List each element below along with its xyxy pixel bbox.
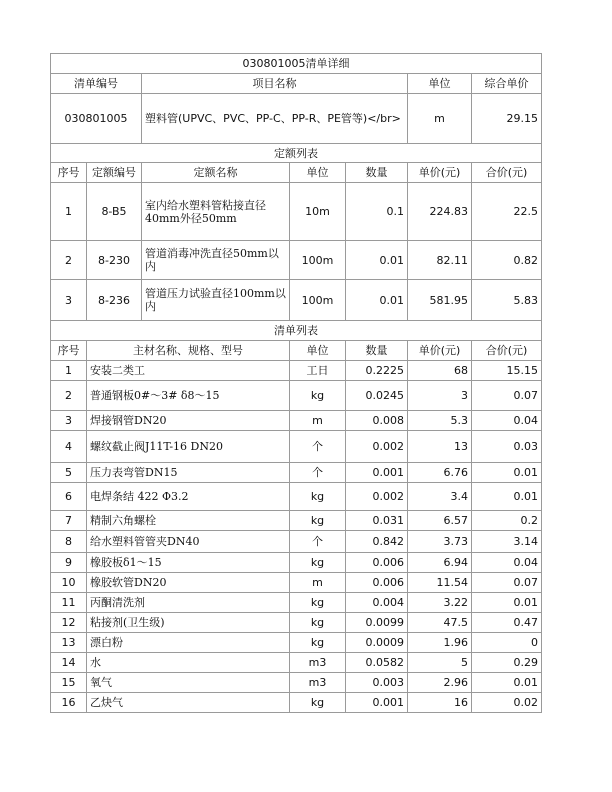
material-name: 电焊条结 422 Φ3.2 <box>87 483 290 511</box>
material-no: 10 <box>51 573 87 593</box>
table-row <box>51 241 542 280</box>
quota-total: 5.83 <box>472 280 542 321</box>
material-qty: 0.001 <box>346 693 408 713</box>
material-no: 6 <box>51 483 87 511</box>
material-unit: kg <box>290 381 346 411</box>
material-no: 1 <box>51 361 87 381</box>
material-no: 8 <box>51 531 87 553</box>
material-qty: 0.0009 <box>346 633 408 653</box>
material-name: 漂白粉 <box>87 633 290 653</box>
material-total: 0.07 <box>472 381 542 411</box>
material-price-header: 单价(元) <box>408 341 472 361</box>
material-name: 氧气 <box>87 673 290 693</box>
table-row <box>51 463 542 483</box>
material-total: 0.02 <box>472 693 542 713</box>
table-row <box>51 381 542 411</box>
quota-unit: 10m <box>290 183 346 241</box>
material-name: 安装二类工 <box>87 361 290 381</box>
material-qty: 0.2225 <box>346 361 408 381</box>
table-row <box>51 411 542 431</box>
material-no: 12 <box>51 613 87 633</box>
material-no: 3 <box>51 411 87 431</box>
quota-unit: 100m <box>290 241 346 280</box>
material-total: 0.29 <box>472 653 542 673</box>
material-price: 3 <box>408 381 472 411</box>
quota-code: 8-236 <box>87 280 142 321</box>
bill-code: 030801005 <box>51 94 142 144</box>
table-row <box>51 511 542 531</box>
material-unit-header: 单位 <box>290 341 346 361</box>
table-row <box>51 693 542 713</box>
quota-name-header: 定额名称 <box>142 163 290 183</box>
quota-no: 3 <box>51 280 87 321</box>
material-price: 68 <box>408 361 472 381</box>
material-qty: 0.004 <box>346 593 408 613</box>
table-row <box>51 553 542 573</box>
material-unit: kg <box>290 693 346 713</box>
quota-qty: 0.01 <box>346 280 408 321</box>
material-total: 15.15 <box>472 361 542 381</box>
quota-price: 581.95 <box>408 280 472 321</box>
table-row <box>51 483 542 511</box>
material-name: 丙酮清洗剂 <box>87 593 290 613</box>
material-name: 粘接剂(卫生级) <box>87 613 290 633</box>
quota-no: 1 <box>51 183 87 241</box>
material-no: 4 <box>51 431 87 463</box>
material-unit: m3 <box>290 673 346 693</box>
material-price: 3.22 <box>408 593 472 613</box>
table-row <box>51 531 542 553</box>
quota-total: 22.5 <box>472 183 542 241</box>
material-qty-header: 数量 <box>346 341 408 361</box>
material-name: 压力表弯管DN15 <box>87 463 290 483</box>
material-total: 0.2 <box>472 511 542 531</box>
material-total: 3.14 <box>472 531 542 553</box>
material-qty: 0.0099 <box>346 613 408 633</box>
material-total: 0.04 <box>472 411 542 431</box>
material-qty: 0.006 <box>346 573 408 593</box>
material-name: 橡胶板δ1～15 <box>87 553 290 573</box>
material-unit: 个 <box>290 531 346 553</box>
table-row <box>51 593 542 613</box>
bill-name: 塑料管(UPVC、PVC、PP-C、PP-R、PE管等)</br> <box>142 94 408 144</box>
material-no: 11 <box>51 593 87 613</box>
material-section-title: 清单列表 <box>51 321 542 341</box>
bill-price: 29.15 <box>472 94 542 144</box>
quota-unit: 100m <box>290 280 346 321</box>
material-unit: kg <box>290 553 346 573</box>
table-row <box>51 673 542 693</box>
quota-code: 8-230 <box>87 241 142 280</box>
bill-detail-table <box>50 53 542 713</box>
material-unit: kg <box>290 613 346 633</box>
bill-code-header: 清单编号 <box>51 74 142 94</box>
material-name: 给水塑料管管夹DN40 <box>87 531 290 553</box>
material-unit: kg <box>290 633 346 653</box>
quota-qty-header: 数量 <box>346 163 408 183</box>
bill-name-header: 项目名称 <box>142 74 408 94</box>
bill-price-header: 综合单价 <box>472 74 542 94</box>
table-row <box>51 431 542 463</box>
table-row <box>51 653 542 673</box>
material-qty: 0.0582 <box>346 653 408 673</box>
material-no: 13 <box>51 633 87 653</box>
material-unit: 个 <box>290 463 346 483</box>
material-name: 乙炔气 <box>87 693 290 713</box>
material-unit: 工日 <box>290 361 346 381</box>
quota-unit-header: 单位 <box>290 163 346 183</box>
material-price: 5.3 <box>408 411 472 431</box>
quota-name: 室内给水塑料管粘接直径40mm外径50mm <box>142 183 290 241</box>
quota-qty: 0.01 <box>346 241 408 280</box>
material-qty: 0.003 <box>346 673 408 693</box>
material-qty: 0.008 <box>346 411 408 431</box>
material-qty: 0.006 <box>346 553 408 573</box>
material-price: 6.57 <box>408 511 472 531</box>
material-no: 7 <box>51 511 87 531</box>
material-name: 精制六角螺栓 <box>87 511 290 531</box>
material-name: 焊接钢管DN20 <box>87 411 290 431</box>
material-total: 0.01 <box>472 673 542 693</box>
bill-unit: m <box>408 94 472 144</box>
quota-name: 管道消毒冲洗直径50mm以内 <box>142 241 290 280</box>
material-total: 0 <box>472 633 542 653</box>
quota-total: 0.82 <box>472 241 542 280</box>
material-unit: kg <box>290 483 346 511</box>
quota-code: 8-B5 <box>87 183 142 241</box>
material-price: 1.96 <box>408 633 472 653</box>
material-qty: 0.0245 <box>346 381 408 411</box>
table-row <box>51 573 542 593</box>
quota-name: 管道压力试验直径100mm以内 <box>142 280 290 321</box>
table-row <box>51 633 542 653</box>
material-qty: 0.001 <box>346 463 408 483</box>
material-unit: 个 <box>290 431 346 463</box>
material-no-header: 序号 <box>51 341 87 361</box>
material-price: 6.94 <box>408 553 472 573</box>
material-unit: m <box>290 573 346 593</box>
material-price: 3.4 <box>408 483 472 511</box>
material-no: 14 <box>51 653 87 673</box>
quota-qty: 0.1 <box>346 183 408 241</box>
material-qty: 0.002 <box>346 483 408 511</box>
material-price: 2.96 <box>408 673 472 693</box>
material-name: 普通钢板0#～3# δ8～15 <box>87 381 290 411</box>
material-total: 0.03 <box>472 431 542 463</box>
material-qty: 0.002 <box>346 431 408 463</box>
quota-no: 2 <box>51 241 87 280</box>
quota-section-title: 定额列表 <box>51 144 542 163</box>
material-no: 5 <box>51 463 87 483</box>
material-unit: kg <box>290 511 346 531</box>
material-unit: m <box>290 411 346 431</box>
material-qty: 0.842 <box>346 531 408 553</box>
material-no: 2 <box>51 381 87 411</box>
table-title: 030801005清单详细 <box>51 54 542 74</box>
material-price: 3.73 <box>408 531 472 553</box>
quota-price-header: 单价(元) <box>408 163 472 183</box>
material-total: 0.04 <box>472 553 542 573</box>
table-row <box>51 361 542 381</box>
material-unit: kg <box>290 593 346 613</box>
material-total-header: 合价(元) <box>472 341 542 361</box>
quota-price: 224.83 <box>408 183 472 241</box>
material-total: 0.01 <box>472 463 542 483</box>
material-no: 15 <box>51 673 87 693</box>
material-name: 水 <box>87 653 290 673</box>
bill-unit-header: 单位 <box>408 74 472 94</box>
material-no: 9 <box>51 553 87 573</box>
material-total: 0.47 <box>472 613 542 633</box>
material-price: 5 <box>408 653 472 673</box>
material-price: 16 <box>408 693 472 713</box>
material-name-header: 主材名称、规格、型号 <box>87 341 290 361</box>
quota-no-header: 序号 <box>51 163 87 183</box>
table-row <box>51 280 542 321</box>
table-row <box>51 183 542 241</box>
quota-code-header: 定额编号 <box>87 163 142 183</box>
quota-price: 82.11 <box>408 241 472 280</box>
material-total: 0.07 <box>472 573 542 593</box>
material-price: 6.76 <box>408 463 472 483</box>
material-name: 螺纹截止阀J11T-16 DN20 <box>87 431 290 463</box>
table-row <box>51 613 542 633</box>
material-price: 13 <box>408 431 472 463</box>
material-total: 0.01 <box>472 483 542 511</box>
quota-total-header: 合价(元) <box>472 163 542 183</box>
material-price: 47.5 <box>408 613 472 633</box>
material-total: 0.01 <box>472 593 542 613</box>
material-qty: 0.031 <box>346 511 408 531</box>
material-unit: m3 <box>290 653 346 673</box>
material-no: 16 <box>51 693 87 713</box>
material-name: 橡胶软管DN20 <box>87 573 290 593</box>
material-price: 11.54 <box>408 573 472 593</box>
